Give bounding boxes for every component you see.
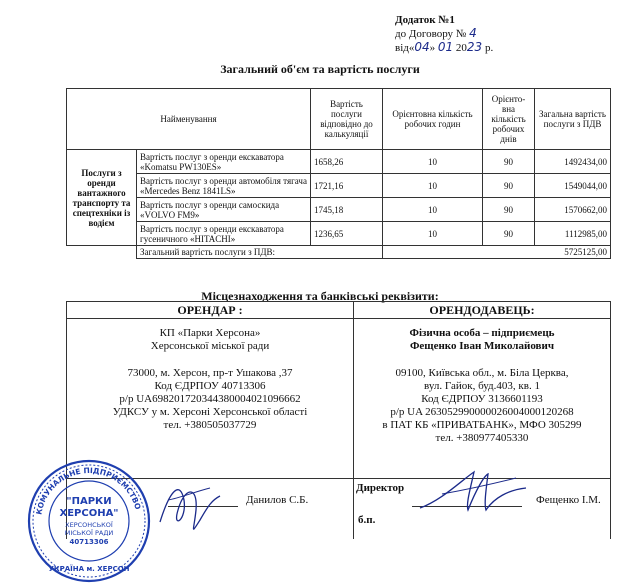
row-price: 1658,26: [311, 150, 383, 174]
lessor-details: [354, 319, 611, 479]
lessor-name-1: Фізична особа – підприємець: [409, 327, 555, 339]
lessor-address-2: вул. Гайок, буд.403, кв. 1: [424, 380, 540, 392]
lessor-role: Директор: [356, 482, 405, 494]
appendix-label: Додаток №1: [395, 14, 455, 26]
col-header-days: Орієнто-вна кількість робочих днів: [483, 89, 535, 150]
row-total: 1112985,00: [535, 222, 611, 246]
row-item-name: Вартість послуг з оренди автомобіля тягача «Mercedes Benz 1841LS»: [137, 174, 311, 198]
row-total: 1492434,00: [535, 150, 611, 174]
services-table: [66, 88, 611, 259]
lessee-bank: УДКСУ у м. Херсоні Херсонської області: [112, 406, 308, 418]
lessor-phone: тел. +380977405330: [435, 432, 529, 444]
lessor-address-1: 09100, Київська обл., м. Біла Церква,: [395, 367, 569, 379]
row-item-name: Вартість послуг з оренди екскаватора «Komatsu PW130ES»: [137, 150, 311, 174]
stamp-sub-1: ХЕРСОНСЬКОЇ: [65, 521, 113, 529]
col-header-total: Загальна вартість послуги з ПДВ: [535, 89, 611, 150]
lessor-account: р/р UA 263052990000026004000120268: [390, 406, 574, 418]
year-suffix: 23: [466, 40, 483, 54]
lessor-bank: в ПАТ КБ «ПРИВАТБАНК», МФО 305299: [382, 419, 582, 431]
stamp-code: 40713306: [69, 538, 109, 546]
lessee-signature: [150, 470, 230, 540]
lessee-details: [67, 319, 354, 479]
col-header-price: Вартість послуги відповідно до калькуляції: [311, 89, 383, 150]
row-price: 1721,16: [311, 174, 383, 198]
row-days: 90: [483, 150, 535, 174]
page-title: Загальний об'єм та вартість послуги: [220, 62, 420, 76]
lessor-code: Код ЄДРПОУ 3136601193: [421, 393, 543, 405]
stamp-bottom: УКРАЇНА м. ХЕРСОН: [48, 565, 130, 573]
contract-date: від«04» 01 2023 р.: [395, 40, 494, 54]
year-prefix: 20: [455, 42, 467, 54]
col-header-name: Найменування: [67, 89, 311, 150]
row-hours: 10: [383, 222, 483, 246]
contract-ref: [395, 27, 493, 41]
summary-label: Загальний вартість послуги з ПДВ:: [137, 246, 383, 259]
table-header-row: [67, 89, 611, 150]
contract-number: 4: [469, 26, 477, 40]
lessor-signature: [412, 460, 532, 520]
stamp-center-1: "ПАРКИ: [66, 496, 112, 507]
row-days: 90: [483, 198, 535, 222]
lessee-code: Код ЄДРПОУ 40713306: [154, 380, 266, 392]
lessor-heading: ОРЕНДОДАВЕЦЬ:: [354, 302, 611, 319]
row-price: 1236,65: [311, 222, 383, 246]
summary-total: 5725125,00: [383, 246, 611, 259]
organization-stamp: [24, 456, 154, 585]
table-row: [67, 174, 611, 198]
lessee-address: 73000, м. Херсон, пр-т Ушакова ,37: [127, 367, 293, 379]
table-row: [67, 198, 611, 222]
lessee-signer: Данилов С.Б.: [246, 494, 309, 506]
service-category: Послуги з оренди вантажного транспорту та спецтехніки із водієм: [67, 150, 137, 246]
year-end: р.: [482, 42, 494, 54]
lessee-account: р/р UA698201720344380004021096662: [119, 393, 301, 405]
summary-row: [67, 246, 611, 259]
stamp-outer-text: КОМУНАЛЬНЕ ПІДПРИЄМСТВО: [34, 465, 143, 516]
lessee-name-2: Херсонської міської ради: [150, 340, 270, 352]
requisites-title: Місцезнаходження та банківські реквізити:: [201, 289, 439, 303]
table-row: [67, 222, 611, 246]
date-month: 01: [437, 40, 454, 54]
lessee-heading: ОРЕНДАР :: [67, 302, 354, 319]
stamp-sub-2: МІСЬКОЇ РАДИ: [64, 529, 114, 537]
row-item-name: Вартість послуг з оренди самоскида «VOLVO FM9»: [137, 198, 311, 222]
lessor-name-2: Фещенко Іван Миколайович: [409, 340, 555, 352]
row-total: 1549044,00: [535, 174, 611, 198]
row-item-name: Вартість послуг з оренди екскаватора гусеничного «HITACHI»: [137, 222, 311, 246]
row-hours: 10: [383, 198, 483, 222]
row-price: 1745,18: [311, 198, 383, 222]
stamp-abbr: б.п.: [358, 514, 376, 526]
row-total: 1570662,00: [535, 198, 611, 222]
stamp-center-2: ХЕРСОНА": [59, 508, 119, 519]
date-prefix: від«: [395, 42, 415, 54]
row-hours: 10: [383, 150, 483, 174]
table-row: [67, 150, 611, 174]
summary-empty: [67, 246, 137, 259]
appendix-header: [395, 14, 493, 55]
row-days: 90: [483, 222, 535, 246]
row-days: 90: [483, 174, 535, 198]
lessor-signer: Фещенко І.М.: [536, 494, 601, 506]
row-hours: 10: [383, 174, 483, 198]
contract-prefix: до Договору №: [395, 28, 467, 40]
col-header-hours: Орієнтовна кількість робочих годин: [383, 89, 483, 150]
date-day: 04: [414, 40, 430, 54]
lessee-name-1: КП «Парки Херсона»: [159, 327, 261, 339]
lessee-phone: тел. +380505037729: [163, 419, 257, 431]
